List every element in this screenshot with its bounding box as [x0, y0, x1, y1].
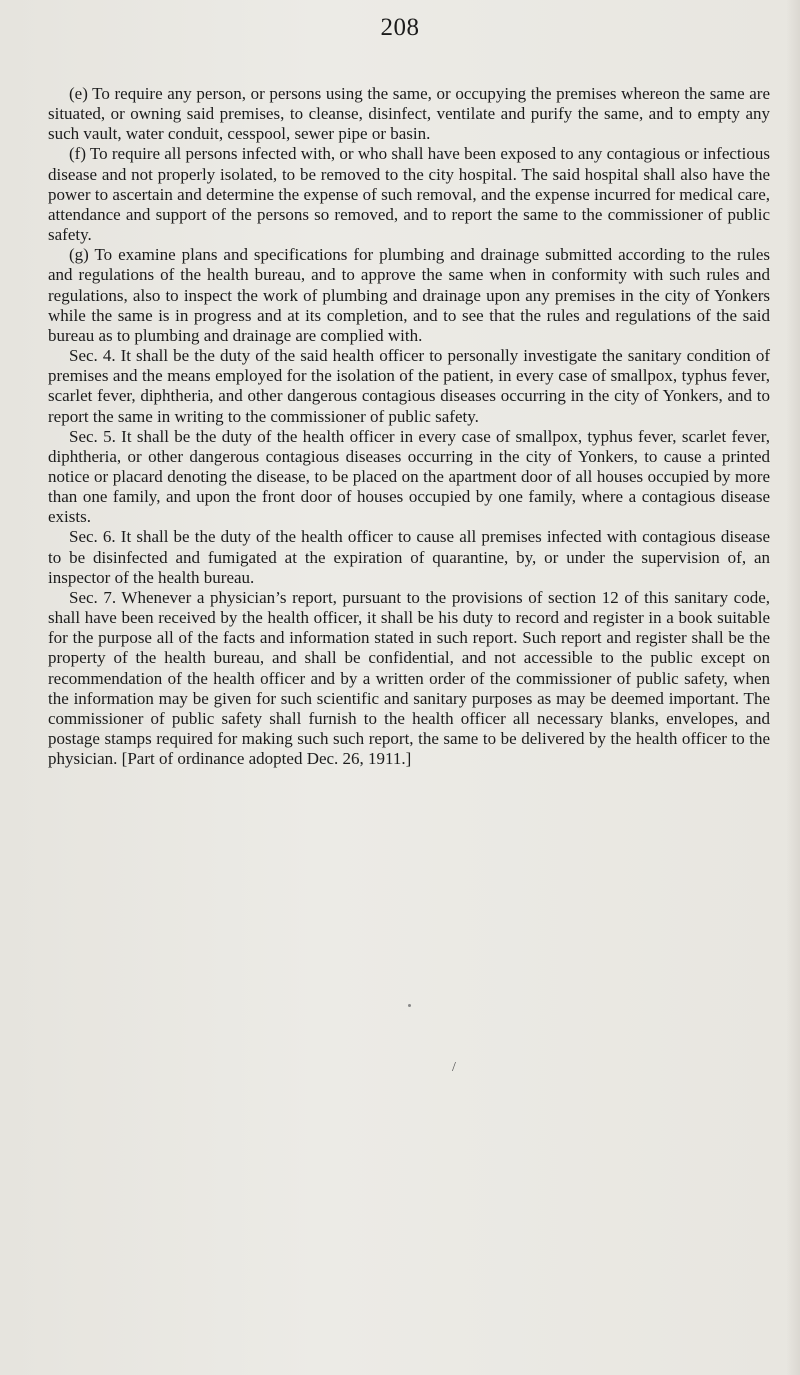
body-text [48, 84, 770, 769]
section-5: Sec. 5. It shall be the duty of the health officer in every case of smallpox, typhus fever, scarlet fever, diphtheria, or other dangerous contagious diseases occurring in the city of Yonkers, to cause a printed notice or placard denoting the disease, to be placed on the apartment door of all houses occupied by more than one family, and upon the front door of houses occupied by one family, where a contagious disease exists. [48, 426, 770, 527]
section-4: Sec. 4. It shall be the duty of the said health officer to personally investigate the sanitary condition of premises and the means employed for the isolation of the patient, in every case of smallpox, typhus fever, scarlet fever, diphtheria, and other dangerous contagious diseases occurring in the city of Yonkers, and to report the same in writing to the commissioner of public safety. [48, 346, 770, 426]
stray-pencil-mark: / [452, 1060, 456, 1075]
page-edge-shadow [786, 0, 800, 1375]
section-7: Sec. 7. Whenever a physician’s report, pursuant to the provisions of section 12 of this sanitary code, shall have been received by the health officer, it shall be his duty to record and register in a book suitable for the purpose all of the facts and information stated in such report. Such report and register shall be the property of the health bureau, and shall be confidential, and not accessible to the public except on recommendation of the health officer and by a written order of the commissioner of public safety, when the information may be given for such scientific and sanitary purposes as may be deemed important. The commissioner of public safety shall furnish to the health officer all necessary blanks, envelopes, and postage stamps required for making such such report, the same to be delivered by the health officer to the physician. [Part of ordinance adopted Dec. 26, 1911.] [48, 587, 770, 769]
paragraph-g: (g) To examine plans and specifications for plumbing and drainage submitted according to the rules and regulations of the health bureau, and to approve the same when in conformity with such rules and regulations, also to inspect the work of plumbing and drainage upon any premises in the city of Yonkers while the same is in progress and at its completion, and to see that the rules and regulations of the said bureau as to plumbing and drainage are complied with. [48, 245, 770, 345]
paragraph-e: (e) To require any person, or persons using the same, or occupying the premises whereon the same are situated, or owning said premises, to cleanse, disinfect, ventilate and purify the same, and to empty any such vault, water conduit, cesspool, sewer pipe or basin. [48, 84, 770, 144]
ink-speck [408, 1004, 411, 1007]
page-number: 208 [380, 14, 420, 41]
section-6: Sec. 6. It shall be the duty of the health officer to cause all premises infected with contagious disease to be disinfected and fumigated at the expiration of quarantine, by, or under the supervision of, an inspector of the health bureau. [48, 527, 770, 587]
paragraph-f: (f) To require all persons infected with, or who shall have been exposed to any contagious or infectious disease and not properly isolated, to be removed to the city hospital. The said hospital shall also have the power to ascertain and determine the expense of such removal, and the expense incurred for medical care, attendance and support of the persons so removed, and to report the same to the commissioner of public safety. [48, 144, 770, 245]
